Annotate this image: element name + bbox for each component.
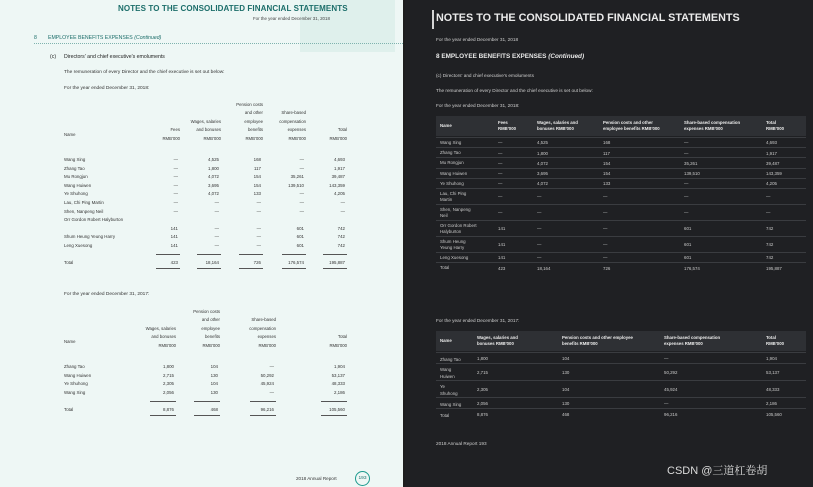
total-label: Total: [64, 407, 74, 413]
watermark: CSDN @三道杠卷胡: [667, 465, 768, 477]
cell-fees: —: [498, 160, 503, 166]
row-name: Zhang Tao: [64, 165, 85, 171]
row-name: Zhang Tao: [440, 150, 461, 156]
cell-total: 105,560: [766, 411, 782, 417]
cell-total: —: [766, 194, 771, 200]
cell-pension: 154: [253, 174, 261, 180]
cell-fees: 141: [498, 255, 506, 261]
total-total: 105,560: [329, 407, 345, 413]
cell-wages: 2,715: [477, 369, 488, 375]
double-rule: [250, 415, 276, 416]
table-row: [436, 188, 806, 204]
row-name: Shen, Nanpeng Neil: [440, 206, 471, 218]
cell-share: —: [269, 364, 274, 369]
year-2018-label: For the year ended December 31, 2018:: [64, 86, 150, 91]
page-footer: 2018 Annual Report: [296, 476, 337, 481]
cell-pension: —: [603, 255, 608, 261]
rendered-section-heading: [436, 53, 584, 60]
cell-total: 1,917: [766, 150, 777, 156]
cell-total: 742: [337, 242, 345, 248]
total-fees: 423: [170, 260, 178, 266]
cell-pension: 154: [603, 170, 611, 176]
cell-share: —: [299, 200, 304, 205]
row-name: Shen, Nanpeng Neil: [64, 208, 104, 214]
table-row: [64, 208, 357, 216]
column-header-name: Name: [440, 123, 452, 128]
cell-wages: —: [214, 234, 219, 240]
cell-wages: 18,164: [537, 265, 551, 271]
column-header-name: Name: [440, 338, 452, 343]
table-row: [64, 216, 357, 233]
total-rule: [156, 254, 180, 255]
total-rule: [197, 254, 221, 255]
table-row: [64, 165, 357, 173]
column-header-fees: Fees RMB'000: [162, 127, 180, 141]
cell-pension: 133: [603, 181, 611, 187]
page-subtitle: For the year ended December 31, 2018: [253, 16, 330, 21]
cell-pension: 130: [562, 369, 570, 375]
table-row: [64, 242, 357, 250]
double-rule: [197, 268, 221, 269]
section-suffix: (Continued): [134, 35, 162, 41]
cell-share: —: [299, 157, 304, 162]
total-share: 176,574: [288, 260, 304, 266]
cell-share: 35,261: [290, 174, 304, 180]
column-header-total: Total RMB'000: [766, 335, 784, 346]
column-header-share: Share-based compensation expenses RMB'000: [249, 317, 276, 348]
row-name: Zhang Tao: [440, 356, 461, 362]
section-heading: [48, 35, 161, 41]
cell-share: 601: [296, 234, 304, 240]
table-row: [436, 262, 806, 272]
cell-total: 742: [766, 255, 774, 261]
cell-wages: —: [214, 208, 219, 214]
row-name: Ye Shuhong: [440, 383, 458, 396]
cell-pension: —: [603, 242, 608, 248]
row-name: Wang Huiwen: [64, 372, 92, 378]
cell-wages: 1,800: [163, 364, 174, 369]
table-row: [436, 137, 806, 147]
table-row: [64, 380, 357, 388]
cell-pension: 104: [562, 386, 570, 392]
cell-wages: 2,305: [163, 381, 174, 387]
cell-pension: —: [256, 208, 261, 214]
row-name: Wang Xing: [64, 157, 86, 162]
cell-fees: —: [173, 157, 178, 162]
row-name: Wang Xing: [64, 389, 86, 395]
cell-pension: 130: [210, 372, 218, 378]
table-row: [436, 147, 806, 157]
column-header-wages: Wages, salaries and bonuses RMB'000: [537, 120, 578, 131]
total-rule: [323, 254, 347, 255]
row-name: Zhang Tao: [64, 364, 85, 369]
double-rule: [156, 268, 180, 269]
cell-pension: —: [603, 194, 608, 200]
column-header-wages: Wages, salaries and bonuses RMB'000: [477, 335, 518, 346]
cell-wages: 4,072: [537, 160, 548, 166]
cell-share: 601: [296, 242, 304, 248]
total-rule: [321, 401, 347, 402]
cell-share: —: [664, 400, 669, 406]
row-name: Lau, Chi Ping Martin: [64, 200, 104, 205]
rendered-footer: 2018 Annual Report 193: [436, 441, 487, 446]
row-name: Shum Heung Yeung Harry: [440, 238, 466, 250]
table-row: [436, 363, 806, 380]
cell-total: 143,359: [766, 170, 782, 176]
table-row: [64, 372, 357, 380]
row-name: Wang Huiwen: [440, 170, 468, 176]
cell-fees: —: [173, 182, 178, 188]
cell-pension: 468: [562, 411, 570, 417]
rendered-intro-text: The remuneration of every Director and the chief executive is set out below:: [436, 88, 593, 93]
cell-pension: 104: [210, 381, 218, 387]
row-name: Mu Rongjun: [440, 160, 464, 166]
cell-share: —: [684, 150, 689, 156]
cell-share: 35,261: [684, 160, 698, 166]
cell-total: 742: [337, 234, 345, 240]
cell-wages: —: [214, 200, 219, 205]
cell-total: 1,904: [334, 364, 345, 369]
rendered-section-title: 8 EMPLOYEE BENEFITS EXPENSES: [436, 53, 547, 60]
cell-share: —: [664, 355, 669, 361]
cell-total: 39,487: [766, 160, 780, 166]
table-row: [64, 156, 357, 164]
row-name: Shum Heung Yeung Harry: [64, 234, 116, 240]
cell-wages: 4,525: [537, 140, 548, 146]
table-header-row: [436, 331, 806, 351]
total-pension: 468: [210, 407, 218, 413]
table-row: [436, 380, 806, 397]
row-name: Wang Huiwen: [440, 366, 455, 379]
cell-share: 50,292: [260, 372, 274, 378]
table-row: [64, 190, 357, 198]
cell-share: 601: [684, 255, 692, 261]
double-rule: [150, 415, 176, 416]
cell-pension: —: [256, 200, 261, 205]
subsection-title: Directors' and chief executive's emoluments: [64, 54, 165, 60]
cell-total: 1,917: [334, 165, 345, 171]
column-header-total: Total RMB'000: [329, 127, 347, 141]
cell-fees: 141: [170, 242, 178, 248]
cell-total: 2,186: [766, 400, 777, 406]
double-rule: [194, 415, 220, 416]
table-total-row: [64, 406, 357, 414]
rendered-year-2017-label: For the year ended December 31, 2017:: [436, 318, 520, 323]
row-name: Ye Shuhong: [64, 381, 88, 387]
table-row: [436, 352, 806, 363]
cell-wages: —: [537, 226, 542, 232]
cell-fees: —: [498, 210, 503, 216]
cell-wages: —: [537, 210, 542, 216]
cell-share: 96,216: [664, 411, 678, 417]
table-header-row: [436, 116, 806, 136]
rendered-year-2018-label: For the year ended December 31, 2018:: [436, 103, 520, 108]
cell-wages: 4,525: [208, 157, 219, 162]
table-row: [436, 236, 806, 252]
cell-total: 4,205: [334, 191, 345, 197]
cell-pension: 154: [603, 160, 611, 166]
cell-share: 601: [296, 225, 304, 231]
cell-pension: —: [603, 226, 608, 232]
row-name: Leng Xuesong: [440, 255, 469, 260]
cell-share: —: [299, 208, 304, 214]
double-rule: [323, 268, 347, 269]
cell-wages: 1,800: [208, 165, 219, 171]
table-row: [436, 220, 806, 236]
cell-pension: —: [256, 234, 261, 240]
cell-total: 195,887: [766, 265, 782, 271]
cell-wages: 4,072: [537, 181, 548, 187]
total-rule: [239, 254, 263, 255]
total-rule: [250, 401, 276, 402]
cell-pension: 130: [562, 400, 570, 406]
rendered-report-view: [405, 0, 813, 487]
column-header-share: Share-based compensation expenses RMB'000: [684, 120, 741, 131]
row-name: Orr Gordon Robert Halyburton: [440, 222, 477, 234]
cell-share: 45,924: [664, 386, 678, 392]
cell-fees: —: [498, 194, 503, 200]
intro-text: The remuneration of every Director and the chief executive is set out below:: [64, 70, 225, 75]
cell-wages: 2,305: [477, 386, 488, 392]
cell-wages: —: [537, 242, 542, 248]
table-row: [64, 173, 357, 181]
cell-wages: 3,695: [208, 182, 219, 188]
cell-total: 53,137: [766, 369, 780, 375]
table-row: [436, 204, 806, 220]
cell-total: 143,359: [329, 182, 345, 188]
cell-total: 742: [766, 242, 774, 248]
cell-fees: —: [498, 170, 503, 176]
table-row: [64, 363, 357, 371]
cell-share: 45,924: [260, 381, 274, 387]
total-rule: [150, 401, 176, 402]
row-name: Mu Rongjun: [64, 174, 88, 180]
cell-pension: 130: [210, 389, 218, 395]
total-wages: 8,876: [163, 407, 174, 413]
cell-fees: 141: [498, 226, 506, 232]
cell-wages: —: [537, 194, 542, 200]
cell-pension: 726: [603, 265, 611, 271]
table-row: [64, 182, 357, 190]
table-row: [436, 178, 806, 188]
cell-fees: 141: [170, 225, 178, 231]
cell-fees: —: [498, 140, 503, 146]
cell-fees: 141: [498, 242, 506, 248]
cell-fees: 141: [170, 234, 178, 240]
column-header-total: Total RMB'000: [329, 334, 347, 348]
cell-pension: 104: [562, 355, 570, 361]
cell-share: 139,510: [288, 182, 304, 188]
column-header-name: Name: [64, 132, 76, 137]
cell-total: —: [340, 200, 345, 205]
rendered-section-suffix: (Continued): [548, 53, 585, 60]
title-accent-bar: [432, 10, 434, 29]
cell-total: 53,137: [331, 372, 345, 378]
cell-wages: 4,072: [208, 191, 219, 197]
double-rule: [239, 268, 263, 269]
cell-fees: —: [173, 174, 178, 180]
cell-share: 601: [684, 226, 692, 232]
page-number: 193: [355, 471, 370, 486]
cell-share: 601: [684, 242, 692, 248]
cell-share: —: [684, 210, 689, 216]
table-row: [64, 199, 357, 207]
cell-total: 4,205: [766, 181, 777, 187]
cell-total: 48,333: [766, 386, 780, 392]
column-header-pension: Pension costs and other employee benefits RMB'000: [562, 335, 633, 346]
cell-fees: —: [498, 181, 503, 187]
row-name: Total: [440, 412, 450, 418]
table-2018: [64, 101, 357, 281]
cell-pension: 133: [253, 191, 261, 197]
row-name: Lau, Chi Ping Martin: [440, 190, 467, 202]
cell-fees: —: [173, 165, 178, 171]
column-header-share: Share-based compensation expenses RMB'000: [279, 110, 306, 141]
row-name: Ye Shuhong: [440, 180, 464, 186]
total-pension: 726: [253, 260, 261, 266]
section-number: 8: [34, 35, 37, 41]
section-title: EMPLOYEE BENEFITS EXPENSES: [48, 35, 133, 41]
cell-pension: 117: [603, 150, 610, 156]
total-share: 96,216: [260, 407, 274, 413]
cell-wages: 3,695: [537, 170, 548, 176]
column-header-total: Total RMB'000: [766, 120, 784, 131]
cell-fees: —: [173, 208, 178, 214]
table-row: [64, 389, 357, 397]
rendered-subtitle: For the year ended December 31, 2018: [436, 37, 519, 42]
column-header-pension: Pension costs and other employee benefits RMB'000: [603, 120, 660, 131]
table-total-row: [64, 259, 357, 267]
cell-total: —: [766, 210, 771, 216]
cell-pension: 168: [603, 140, 611, 146]
cell-wages: 2,715: [163, 372, 174, 378]
scanned-report-page: [0, 0, 403, 487]
cell-share: 139,510: [684, 170, 700, 176]
page-title: NOTES TO THE CONSOLIDATED FINANCIAL STATEMENTS: [118, 4, 348, 13]
row-name: Wang Xing: [440, 401, 462, 407]
table-row: [436, 157, 806, 167]
rendered-subsection-title: (c) Directors' and chief executive's emoluments: [436, 73, 534, 78]
cell-pension: 168: [253, 157, 261, 162]
cell-total: 742: [337, 225, 345, 231]
column-header-share: Share-based compensation expenses RMB'000: [664, 335, 721, 346]
double-rule: [321, 415, 347, 416]
column-header-wages: Wages, salaries and bonuses RMB'000: [145, 325, 176, 348]
cell-wages: 4,072: [208, 174, 219, 180]
rendered-title: NOTES TO THE CONSOLIDATED FINANCIAL STATEMENTS: [436, 12, 740, 24]
table-row: [436, 397, 806, 408]
cell-total: 48,333: [331, 381, 345, 387]
cell-total: 4,693: [766, 140, 777, 146]
cell-fees: —: [173, 200, 178, 205]
row-name: Wang Huiwen: [64, 182, 92, 188]
total-total: 195,887: [329, 260, 345, 266]
cell-share: 176,574: [684, 265, 700, 271]
cell-pension: 117: [254, 165, 261, 171]
column-header-pension: Pension costs and other employee benefits RMB'000: [193, 308, 220, 348]
cell-wages: 2,056: [163, 389, 174, 395]
cell-pension: —: [603, 210, 608, 216]
row-name: Wang Xing: [440, 140, 462, 145]
section-divider: [34, 43, 403, 44]
row-name: Orr Gordon Robert Halyburton: [64, 217, 124, 223]
year-2017-label: For the year ended December 31, 2017:: [64, 292, 150, 297]
total-label: Total: [64, 260, 74, 266]
cell-fees: 423: [498, 265, 506, 271]
cell-share: —: [684, 181, 689, 187]
cell-pension: 104: [210, 364, 218, 369]
cell-share: 50,292: [664, 369, 678, 375]
rendered-table-2017: [436, 331, 806, 437]
cell-wages: 1,800: [477, 355, 488, 361]
row-name: Ye Shuhong: [64, 191, 88, 197]
row-name: Total: [440, 265, 450, 271]
cell-share: —: [684, 194, 689, 200]
rendered-table-2018: [436, 116, 806, 312]
cell-wages: 1,800: [537, 150, 548, 156]
cell-share: —: [299, 165, 304, 171]
double-rule: [282, 268, 306, 269]
total-wages: 18,164: [205, 260, 219, 266]
cell-pension: 154: [253, 182, 261, 188]
cell-wages: —: [537, 255, 542, 261]
cell-fees: —: [173, 191, 178, 197]
table-row: [436, 168, 806, 178]
table-row: [436, 408, 806, 419]
cell-share: —: [299, 191, 304, 197]
cell-pension: —: [256, 225, 261, 231]
column-header-name: Name: [64, 339, 76, 344]
cell-pension: —: [256, 242, 261, 248]
table-row: [436, 252, 806, 262]
cell-wages: —: [214, 225, 219, 231]
column-header-fees: Fees RMB'000: [498, 120, 516, 131]
cell-total: 4,693: [334, 157, 345, 162]
cell-total: 742: [766, 226, 774, 232]
cell-share: —: [684, 140, 689, 146]
column-header-wages: Wages, salaries and bonuses RMB'000: [190, 118, 221, 141]
column-header-pension: Pension costs and other employee benefits RMB'000: [236, 101, 263, 141]
cell-total: 39,487: [331, 174, 345, 180]
total-rule: [194, 401, 220, 402]
cell-total: 1,904: [766, 355, 777, 361]
subsection-label: (c): [50, 54, 57, 60]
cell-wages: 2,056: [477, 400, 488, 406]
cell-total: 2,186: [334, 389, 345, 395]
total-rule: [282, 254, 306, 255]
cell-total: —: [340, 208, 345, 214]
cell-wages: 8,876: [477, 411, 488, 417]
row-name: Leng Xuesong: [64, 242, 93, 248]
cell-share: —: [269, 389, 274, 395]
cell-fees: —: [498, 150, 503, 156]
table-2017: [64, 308, 357, 418]
table-row: [64, 233, 357, 241]
cell-wages: —: [214, 242, 219, 248]
